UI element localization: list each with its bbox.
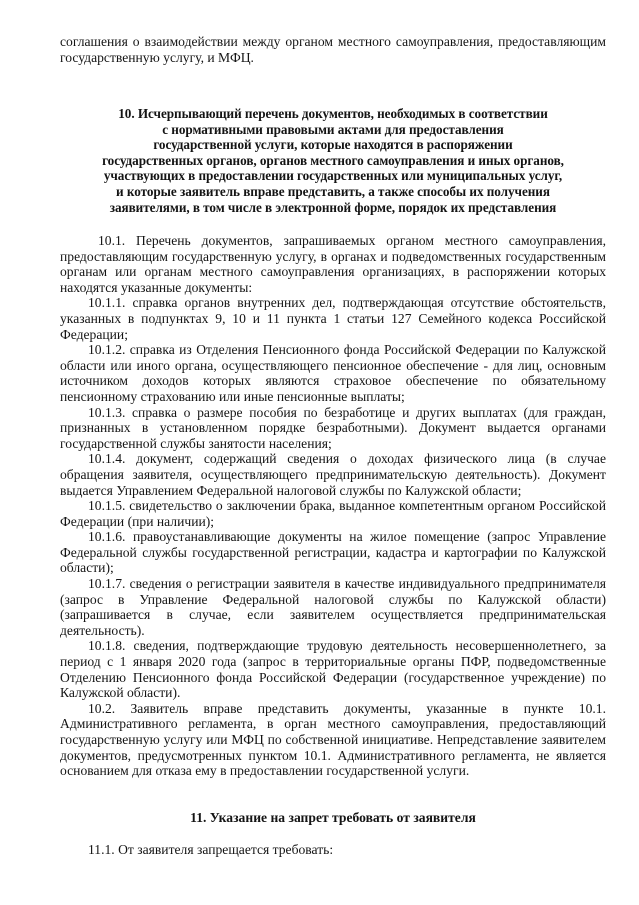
paragraph-10-1-5: 10.1.5. свидетельство о заключении брака, выданное компетентным органом Российской Федерации (при наличии); xyxy=(60,498,606,529)
section-10-heading xyxy=(60,106,606,215)
section-10-heading-line: заявителями, в том числе в электронной форме, порядок их представления xyxy=(109,199,557,215)
paragraph-10-1-2: 10.1.2. справка из Отделения Пенсионного фонда Российской Федерации по Калужской области или иного органа, осуществляющего пенсионное обеспечение - для лиц, основным источником доходов которых являются страховое обеспечение по обязательному пенсионному страхованию или иные пенсионные выплаты; xyxy=(60,342,606,404)
paragraph-11-1: 11.1. От заявителя запрещается требовать: xyxy=(88,842,334,857)
paragraph-10-1: 10.1. Перечень документов, запрашиваемых органом местного самоуправления, предоставляющим государственную услугу, в органах и подведомственных государственным органам или органам местного самоуправления организациях, в распоряжении которых находятся указанные документы: xyxy=(60,233,606,295)
section-11-body xyxy=(60,842,606,858)
section-10-heading-line: 10. Исчерпывающий перечень документов, необходимых в соответствии xyxy=(118,106,548,121)
paragraph-10-1-8: 10.1.8. сведения, подтверждающие трудовую деятельность несовершеннолетнего, за период с 1 января 2020 года (запрос в территориальные органы ПФР, подведомственные Отделению Пенсионного фонда Российской Федерации (государственное учреждение) по Калужской области). xyxy=(60,638,606,701)
intro-paragraph xyxy=(60,34,606,65)
paragraph-10-1-1: 10.1.1. справка органов внутренних дел, подтверждающая отсутствие обстоятельств, указанных в подпунктах 9, 10 и 11 пункта 1 статьи 127 Семейного кодекса Российской Федерации; xyxy=(60,295,606,342)
paragraph-10-1-4: 10.1.4. документ, содержащий сведения о доходах физического лица (в случае обращения заявителя, осуществляющего предпринимательскую деятельность). Документ выдается Управлением Федеральной налоговой службы по Калужской области; xyxy=(60,451,606,498)
intro-text: соглашения о взаимодействии между органом местного самоуправления, предоставляющим государственную услугу, и МФЦ. xyxy=(60,34,606,65)
section-10-heading-line: и которые заявитель вправе представить, а также способы их получения xyxy=(116,183,550,199)
paragraph-10-1-7: 10.1.7. сведения о регистрации заявителя в качестве индивидуального предпринимателя (запрос в Управление Федеральной налоговой службы по Калужской области) (запрашивается в случае, если заявителем осуществляется предпринимательская деятельность). xyxy=(60,576,606,638)
section-10-heading-line: государственных органов, органов местного самоуправления и иных органов, xyxy=(102,152,564,168)
paragraph-10-1-6: 10.1.6. правоустанавливающие документы на жилое помещение (запрос Управление Федеральной службы государственной регистрации, кадастра и картографии по Калужской области); xyxy=(60,529,606,576)
section-10-heading-line: участвующих в предоставлении государственных или муниципальных услуг, xyxy=(103,168,563,184)
section-10-body xyxy=(60,233,606,779)
section-10-heading-line: с нормативными правовыми актами для предоставления xyxy=(162,121,504,137)
section-11-heading: 11. Указание на запрет требовать от заявителя xyxy=(190,810,476,825)
paragraph-10-2: 10.2. Заявитель вправе представить документы, указанные в пункте 10.1. Административного регламента, в орган местного самоуправления, предоставляющий государственную услугу или МФЦ по собственной инициативе. Непредставление заявителем документов, предусмотренных пунктом 10.1. Административного регламента, не является основанием для отказа ему в предоставлении государственной услуги. xyxy=(60,700,606,779)
section-10-heading-line: государственной услуги, которые находятся в распоряжении xyxy=(153,137,513,153)
paragraph-10-1-3: 10.1.3. справка о размере пособия по безработице и других выплатах (для граждан, признанных в установленном порядке безработными). Документ выдается органами государственной службы занятости населения; xyxy=(60,404,606,451)
